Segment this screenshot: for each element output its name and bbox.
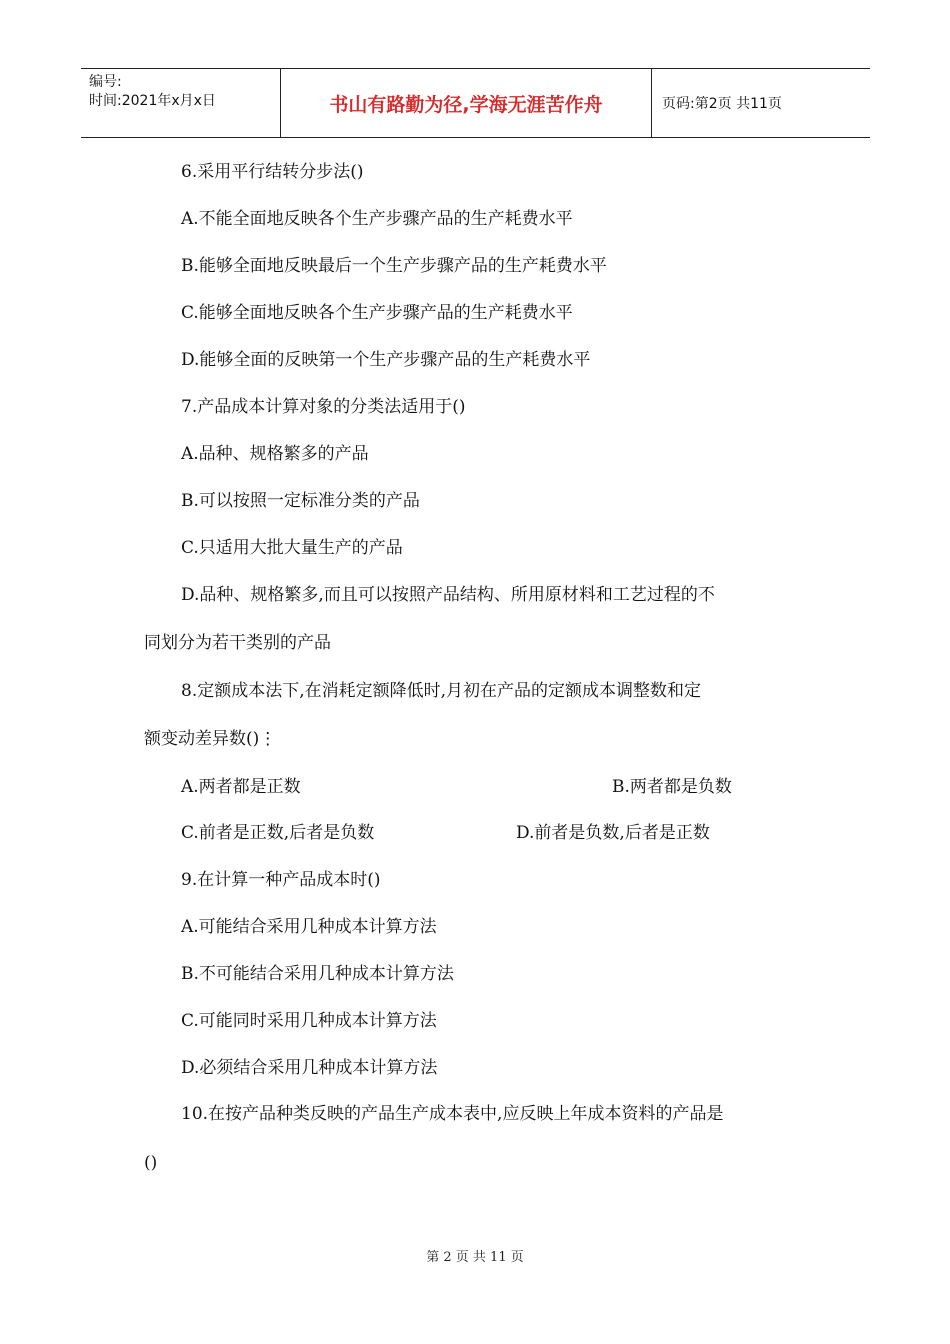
question-7-option-d-continued: 同划分为若干类别的产品 bbox=[144, 633, 331, 653]
header-motto: 书山有路勤为径,学海无涯苦作舟 bbox=[281, 69, 652, 137]
question-8-option-b: B.两者都是负数 bbox=[612, 777, 732, 797]
document-number-label: 编号: bbox=[89, 74, 122, 90]
question-6-option-c: C.能够全面地反映各个生产步骤产品的生产耗费水平 bbox=[181, 303, 573, 323]
header-page-info: 页码:第2页 共11页 bbox=[662, 96, 782, 112]
question-7: 7.产品成本计算对象的分类法适用于() bbox=[181, 397, 466, 417]
question-8-option-c: C.前者是正数,后者是负数 bbox=[181, 823, 375, 843]
question-7-option-b: B.可以按照一定标准分类的产品 bbox=[181, 491, 420, 511]
question-6-option-d: D.能够全面的反映第一个生产步骤产品的生产耗费水平 bbox=[181, 350, 591, 370]
question-6-option-b: B.能够全面地反映最后一个生产步骤产品的生产耗费水平 bbox=[181, 256, 607, 276]
question-9-option-c: C.可能同时采用几种成本计算方法 bbox=[181, 1011, 437, 1031]
question-9: 9.在计算一种产品成本时() bbox=[181, 870, 381, 890]
question-9-option-d: D.必须结合采用几种成本计算方法 bbox=[181, 1058, 438, 1078]
question-9-option-a: A.可能结合采用几种成本计算方法 bbox=[181, 917, 437, 937]
header-meta-cell bbox=[81, 69, 281, 137]
question-8-option-d: D.前者是负数,后者是正数 bbox=[516, 823, 710, 843]
page-footer: 第 2 页 共 11 页 bbox=[426, 1250, 524, 1265]
question-7-option-a: A.品种、规格繁多的产品 bbox=[181, 444, 369, 464]
question-10: 10.在按产品种类反映的产品生产成本表中,应反映上年成本资料的产品是 bbox=[181, 1104, 724, 1124]
document-date-label: 时间:2021年x月x日 bbox=[89, 93, 216, 109]
question-6: 6.采用平行结转分步法() bbox=[181, 162, 364, 182]
question-9-option-b: B.不可能结合采用几种成本计算方法 bbox=[181, 964, 454, 984]
question-10-continued: () bbox=[144, 1153, 158, 1173]
question-8: 8.定额成本法下,在消耗定额降低时,月初在产品的定额成本调整数和定 bbox=[181, 681, 702, 701]
question-6-option-a: A.不能全面地反映各个生产步骤产品的生产耗费水平 bbox=[181, 209, 573, 229]
page-header-table bbox=[81, 68, 870, 138]
question-8-option-a: A.两者都是正数 bbox=[181, 777, 301, 797]
question-8-continued: 额变动差异数()⋮ bbox=[144, 729, 277, 749]
question-7-option-d: D.品种、规格繁多,而且可以按照产品结构、所用原材料和工艺过程的不 bbox=[181, 585, 715, 605]
question-7-option-c: C.只适用大批大量生产的产品 bbox=[181, 538, 403, 558]
